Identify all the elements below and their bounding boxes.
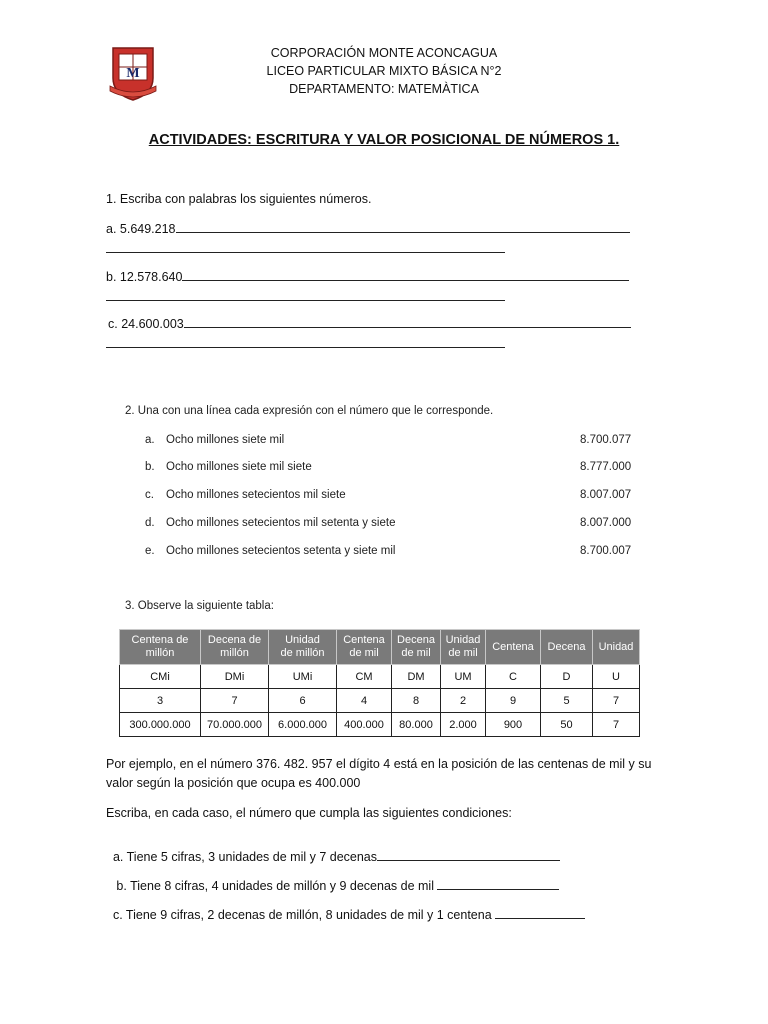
option-expression: Ocho millones setecientos mil setenta y siete: [166, 517, 396, 529]
table-cell: 7: [593, 689, 640, 713]
column-header: Unidad: [593, 630, 640, 665]
section1-item-c: [108, 316, 631, 331]
answer-blank[interactable]: [184, 316, 631, 328]
option-letter: a.: [145, 434, 155, 446]
condition-text: c. Tiene 9 cifras, 2 decenas de millón, 8 unidades de mil y 1 centena: [112, 908, 496, 922]
table-cell: 7: [593, 713, 640, 737]
table-cell: 4: [337, 689, 392, 713]
table-cell: UMi: [269, 665, 337, 689]
option-expression: Ocho millones siete mil siete: [166, 461, 312, 473]
place-value-table: [119, 629, 640, 737]
condition-text: b. Tiene 8 cifras, 4 unidades de millón y 9 decenas de mil: [112, 879, 438, 893]
table-cell: 400.000: [337, 713, 392, 737]
column-header: Decena de millón: [201, 630, 269, 665]
option-number: 8.777.000: [580, 461, 632, 473]
section2-instruction: 2. Una con una línea cada expresión con el número que le corresponde.: [125, 405, 494, 417]
answer-line[interactable]: [106, 347, 505, 348]
table-cell: 7: [201, 689, 269, 713]
column-header: Unidad de mil: [441, 630, 486, 665]
answer-line[interactable]: [106, 252, 505, 253]
answer-blank[interactable]: [377, 849, 560, 861]
column-header: Decena de mil: [392, 630, 441, 665]
condition-b: [106, 864, 559, 893]
header-line-1: CORPORACIÓN MONTE ACONCAGUA: [270, 46, 498, 60]
table-cell: D: [541, 665, 593, 689]
table-cell: 50: [541, 713, 593, 737]
section1-instruction: 1. Escriba con palabras los siguientes números.: [106, 192, 372, 206]
answer-line[interactable]: [106, 300, 505, 301]
table-cell: 2.000: [441, 713, 486, 737]
table-cell: 8: [392, 689, 441, 713]
option-number: 8.700.077: [580, 434, 632, 446]
answer-blank[interactable]: [437, 878, 559, 890]
section3-instruction: 3. Observe la siguiente tabla:: [125, 600, 274, 612]
table-cell: CMi: [120, 665, 201, 689]
header-line-3: DEPARTAMENTO: MATEMÀTICA: [289, 82, 479, 96]
option-letter: b.: [145, 461, 155, 473]
table-cell: 900: [486, 713, 541, 737]
option-expression: Ocho millones siete mil: [166, 434, 285, 446]
table-cell: 5: [541, 689, 593, 713]
section1-item-label: b. 12.578.640: [106, 270, 183, 284]
column-header: Centena: [486, 630, 541, 665]
option-letter: d.: [145, 517, 155, 529]
column-header: Centena de mil: [337, 630, 392, 665]
table-cell: 2: [441, 689, 486, 713]
section1-item-b: [106, 269, 629, 284]
table-row-values: [120, 713, 640, 737]
option-letter: e.: [145, 545, 155, 557]
example-line-2: valor según la posición que ocupa es 400.000: [106, 776, 361, 790]
table-header-row: [120, 630, 640, 665]
answer-blank[interactable]: [182, 269, 629, 281]
svg-text:M: M: [126, 66, 140, 81]
column-header: Decena: [541, 630, 593, 665]
column-header: Unidad de millón: [269, 630, 337, 665]
table-cell: 6.000.000: [269, 713, 337, 737]
option-expression: Ocho millones setecientos mil siete: [166, 489, 346, 501]
answer-blank[interactable]: [495, 907, 585, 919]
section1-item-a: [106, 221, 630, 236]
option-number: 8.700.007: [580, 545, 632, 557]
table-row-symbols: [120, 665, 640, 689]
table-cell: DM: [392, 665, 441, 689]
condition-a: [106, 835, 560, 864]
section1-item-label: a. 5.649.218: [106, 222, 176, 236]
example-line-1: Por ejemplo, en el número 376. 482. 957 el dígito 4 está en la posición de las centenas de mil y su: [106, 757, 652, 771]
conditions-instruction: Escriba, en cada caso, el número que cumpla las siguientes condiciones:: [106, 806, 512, 820]
table-cell: CM: [337, 665, 392, 689]
condition-c: [106, 893, 585, 922]
table-cell: U: [593, 665, 640, 689]
table-cell: C: [486, 665, 541, 689]
header-line-2: LICEO PARTICULAR MIXTO BÁSICA N°2: [266, 64, 502, 78]
table-cell: 3: [120, 689, 201, 713]
table-cell: 9: [486, 689, 541, 713]
answer-blank[interactable]: [176, 221, 630, 233]
table-cell: UM: [441, 665, 486, 689]
option-number: 8.007.007: [580, 489, 632, 501]
option-expression: Ocho millones setecientos setenta y siete mil: [166, 545, 396, 557]
table-cell: 300.000.000: [120, 713, 201, 737]
table-cell: 6: [269, 689, 337, 713]
table-cell: DMi: [201, 665, 269, 689]
table-cell: 70.000.000: [201, 713, 269, 737]
section1-item-label: c. 24.600.003: [108, 317, 184, 331]
cropped-text-remnant: [119, 742, 653, 746]
option-number: 8.007.000: [580, 517, 632, 529]
condition-text: a. Tiene 5 cifras, 3 unidades de mil y 7 decenas: [112, 850, 377, 864]
option-letter: c.: [145, 489, 154, 501]
table-row-digits: [120, 689, 640, 713]
table-cell: 80.000: [392, 713, 441, 737]
page-title: ACTIVIDADES: ESCRITURA Y VALOR POSICIONAL DE NÚMEROS 1.: [148, 132, 620, 148]
column-header: Centena de millón: [120, 630, 201, 665]
